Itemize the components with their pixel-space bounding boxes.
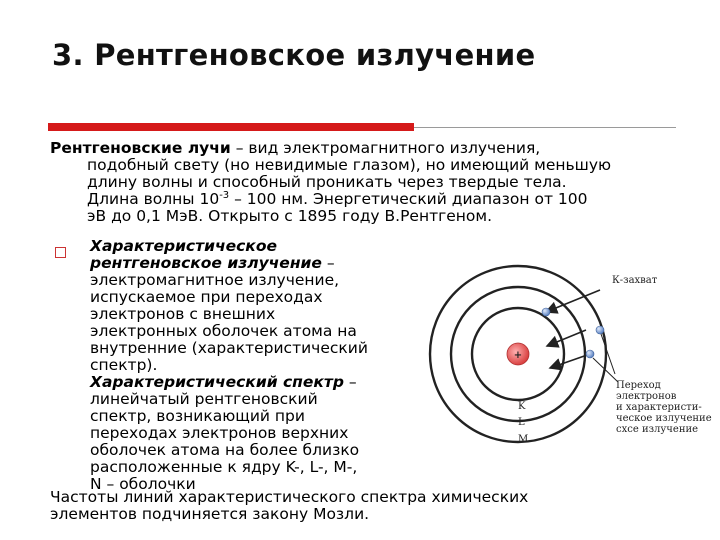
bullet-spec-line: N – оболочки — [90, 475, 196, 493]
bottom-line-1: Частоты линий характеристического спектра химических — [50, 488, 529, 506]
shell-label-m: M — [518, 434, 529, 445]
k-capture-label: К-захват — [612, 275, 658, 286]
transition-arrow-1 — [547, 330, 586, 346]
atom-diagram-svg — [428, 262, 720, 462]
bottom-line-2: элементов подчиняется закону Мозли. — [50, 505, 370, 523]
bullet-square-icon — [55, 247, 66, 258]
shell-label-k: K — [518, 401, 526, 412]
intro-line-1 — [50, 140, 700, 157]
bullet-spec-line: спектр, возникающий при — [90, 407, 305, 425]
nucleus-sign: + — [513, 350, 523, 361]
wavelength-exponent: -3 — [219, 189, 230, 201]
electron-3 — [586, 350, 594, 358]
atom-diagram — [428, 262, 720, 462]
bullet-def-line: спектр). — [90, 356, 158, 374]
bullet-spec-line: линейчатый рентгеновский — [90, 390, 318, 408]
intro-line-3: длину волны и способный проникать через твердые тела. — [87, 173, 567, 191]
bottom-paragraph — [50, 489, 700, 523]
title-accent-bar — [48, 123, 414, 131]
transition-label-line: электронов — [616, 391, 677, 402]
intro-line-4-post: – 100 нм. Энергетический диапазон от 100 — [229, 190, 588, 208]
electron-1 — [542, 308, 550, 316]
bullet-paragraph — [90, 238, 435, 493]
electron-2 — [596, 326, 604, 334]
k-capture-arrow — [546, 290, 600, 312]
bullet-def-line: электронных оболочек атома на — [90, 322, 357, 340]
bullet-term-1-line-2: рентгеновское излучение — [90, 254, 322, 272]
transition-label-line: сxсе излучение — [616, 424, 699, 435]
bullet-def-line: внутренние (характеристический — [90, 339, 368, 357]
bullet-term-2: Характеристический спектр — [90, 373, 344, 391]
transition-label-line: и характеристи- — [616, 402, 702, 413]
bullet-spec-line: расположенные к ядру K-, L-, M-, — [90, 458, 358, 476]
intro-line-4 — [50, 191, 700, 208]
bullet-spec-line: оболочек атома на более близко — [90, 441, 360, 459]
slide-title: 3. Рентгеновское излучение — [52, 38, 536, 72]
bullet-term-1-line-1: Характеристическое — [90, 237, 277, 255]
bullet-def-line: электронов с внешних — [90, 305, 276, 323]
intro-line-2: подобный свету (но невидимые глазом), но имеющий меньшую — [87, 156, 612, 174]
intro-term: Рентгеновские лучи — [50, 139, 231, 157]
intro-line-1-rest: – вид электромагнитного излучения, — [230, 139, 541, 157]
transition-label-line: Переход — [616, 380, 661, 391]
bullet-def-line: испускаемое при переходах — [90, 288, 323, 306]
bullet-def-line: электромагнитное излучение, — [90, 271, 340, 289]
intro-line-5: эВ до 0,1 МэВ. Открыто с 1895 году В.Рентгеном. — [87, 207, 493, 225]
transition-label-line: ческое излучение — [616, 413, 712, 424]
intro-line-4-pre: Длина волны 10 — [87, 190, 220, 208]
bullet-term-1-tail: – — [321, 254, 335, 272]
intro-paragraph — [50, 140, 700, 225]
bullet-term-2-tail: – — [343, 373, 357, 391]
bullet-spec-line: переходах электронов верхних — [90, 424, 349, 442]
shell-label-l: L — [518, 417, 525, 428]
